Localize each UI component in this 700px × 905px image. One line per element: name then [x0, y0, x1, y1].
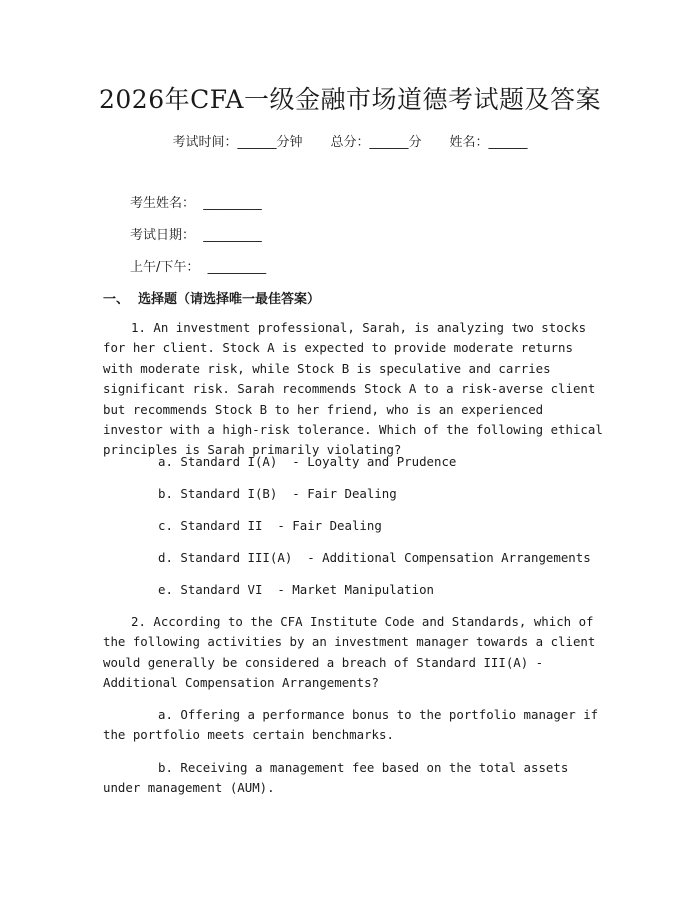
question-1-option-e: e. Standard VI - Market Manipulation: [158, 582, 435, 597]
question-1-option-d: d. Standard III(A) - Additional Compensation Arrangements: [158, 550, 591, 565]
field-blank: _________: [203, 228, 262, 243]
name-blank: ______: [488, 135, 528, 150]
score-unit: 分: [408, 135, 422, 150]
score-label: 总分：: [330, 135, 370, 150]
time-label: 考试时间：: [172, 135, 238, 150]
field-label: 考试日期：: [130, 228, 196, 243]
page-title: 2026年CFA一级金融市场道德考试题及答案: [99, 85, 601, 114]
field-label: 上午/下午：: [130, 260, 200, 275]
score-blank: ______: [369, 135, 409, 150]
exam-date-field: [130, 224, 262, 243]
question-1-option-b: b. Standard I(B) - Fair Dealing: [158, 486, 397, 501]
candidate-name-field: [130, 192, 262, 211]
question-2-option-a: a. Offering a performance bonus to the portfolio manager if the portfolio meets certain benchmarks.: [103, 707, 599, 743]
field-blank: _________: [203, 196, 262, 211]
exam-meta-line: [0, 131, 700, 150]
field-label: 考生姓名：: [130, 196, 196, 211]
question-1-option-a: a. Standard I(A) - Loyalty and Prudence: [158, 454, 457, 469]
section-heading: 一、 选择题（请选择唯一最佳答案）: [103, 292, 321, 307]
question-1-text: 1. An investment professional, Sarah, is analyzing two stocks for her client. Stock A is expected to provide moderate returns with moderate risk, while Stock B is speculative and carries significant risk. Sarah recommends Stock A to a risk-averse client but recommends Stock B to her friend, who is an experienced investor with a high-risk tolerance. Which of the following ethical principles is Sarah primarily violating?: [103, 320, 603, 458]
field-blank: _________: [207, 260, 267, 275]
question-2-option-b: b. Receiving a management fee based on the total assets under management (AUM).: [103, 760, 569, 796]
question-2-text: 2. According to the CFA Institute Code and Standards, which of the following activities by an investment manager towards a client would generally be considered a breach of Standard III(A) - Additional Compensation Arrangements?: [103, 614, 596, 691]
question-1-option-c: c. Standard II - Fair Dealing: [158, 518, 382, 533]
time-unit: 分钟: [276, 135, 303, 150]
time-blank: ______: [237, 135, 277, 150]
name-label: 姓名：: [449, 135, 489, 150]
am-pm-field: [130, 256, 266, 275]
